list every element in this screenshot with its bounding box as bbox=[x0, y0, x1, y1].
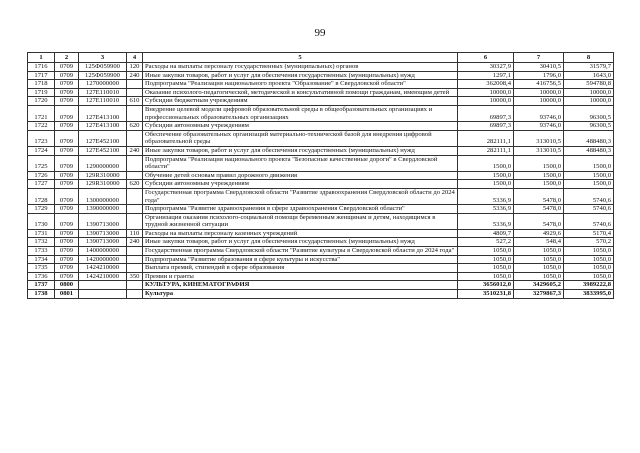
row-number: 1737 bbox=[28, 281, 55, 290]
row-number: 1717 bbox=[28, 71, 55, 80]
amount-year-1: 5336,9 bbox=[458, 213, 514, 229]
target-article-code: 1400000000 bbox=[79, 247, 127, 256]
table-row bbox=[28, 272, 614, 281]
target-article-code: 1390713000 bbox=[79, 238, 127, 247]
expense-type-code: 620 bbox=[127, 180, 143, 189]
table-row bbox=[28, 264, 614, 273]
item-name: Иные закупки товаров, работ и услуг для обеспечения государственных (муниципальных) нужд bbox=[143, 238, 458, 247]
amount-year-3: 5740,6 bbox=[564, 213, 614, 229]
amount-year-1: 3656012,0 bbox=[458, 281, 514, 290]
row-number: 1726 bbox=[28, 171, 55, 180]
row-number: 1732 bbox=[28, 238, 55, 247]
amount-year-2: 1500,0 bbox=[514, 180, 564, 189]
expense-type-code bbox=[127, 205, 143, 214]
header-cell: 5 bbox=[143, 53, 458, 63]
item-name: Государственная программа Свердловской области "Развитие здравоохранения Свердловской области до 2024 года" bbox=[143, 188, 458, 204]
expense-type-code: 610 bbox=[127, 97, 143, 106]
expense-type-code: 110 bbox=[127, 229, 143, 238]
row-number: 1724 bbox=[28, 146, 55, 155]
section-code: 0709 bbox=[55, 205, 79, 214]
section-code: 0709 bbox=[55, 97, 79, 106]
amount-year-1: 1297,1 bbox=[458, 71, 514, 80]
target-article-code: 1424210000 bbox=[79, 272, 127, 281]
row-number: 1729 bbox=[28, 205, 55, 214]
target-article-code: 127E413100 bbox=[79, 105, 127, 121]
expense-type-code bbox=[127, 213, 143, 229]
amount-year-1: 69897,3 bbox=[458, 105, 514, 121]
amount-year-1: 282111,1 bbox=[458, 146, 514, 155]
section-code: 0709 bbox=[55, 80, 79, 89]
amount-year-3: 1643,0 bbox=[564, 71, 614, 80]
amount-year-2: 3429605,2 bbox=[514, 281, 564, 290]
amount-year-1: 282111,1 bbox=[458, 130, 514, 146]
section-code: 0709 bbox=[55, 171, 79, 180]
section-code: 0709 bbox=[55, 272, 79, 281]
row-number: 1735 bbox=[28, 264, 55, 273]
section-code: 0709 bbox=[55, 229, 79, 238]
table-row bbox=[28, 247, 614, 256]
expense-type-code bbox=[127, 171, 143, 180]
target-article-code: 1300000000 bbox=[79, 188, 127, 204]
header-cell: 8 bbox=[564, 53, 614, 63]
expense-type-code bbox=[127, 188, 143, 204]
amount-year-2: 10000,0 bbox=[514, 88, 564, 97]
expense-type-code: 240 bbox=[127, 146, 143, 155]
expense-type-code bbox=[127, 264, 143, 273]
table-row bbox=[28, 171, 614, 180]
row-number: 1723 bbox=[28, 130, 55, 146]
table-row bbox=[28, 180, 614, 189]
target-article-code: 1270000000 bbox=[79, 80, 127, 89]
amount-year-2: 5478,0 bbox=[514, 213, 564, 229]
row-number: 1736 bbox=[28, 272, 55, 281]
amount-year-2: 313010,5 bbox=[514, 130, 564, 146]
amount-year-3: 1500,0 bbox=[564, 180, 614, 189]
amount-year-2: 3279867,3 bbox=[514, 290, 564, 299]
section-code: 0709 bbox=[55, 180, 79, 189]
amount-year-2: 5478,0 bbox=[514, 205, 564, 214]
item-name: Премии и гранты bbox=[143, 272, 458, 281]
table-row bbox=[28, 88, 614, 97]
amount-year-1: 3510231,8 bbox=[458, 290, 514, 299]
amount-year-2: 93746,0 bbox=[514, 105, 564, 121]
page-number: 99 bbox=[314, 27, 326, 39]
amount-year-1: 1050,0 bbox=[458, 255, 514, 264]
row-number: 1718 bbox=[28, 80, 55, 89]
item-name: Подпрограмма "Развитие образования в сфере культуры и искусства" bbox=[143, 255, 458, 264]
expense-type-code bbox=[127, 130, 143, 146]
amount-year-3: 594780,8 bbox=[564, 80, 614, 89]
header-cell: 3 bbox=[79, 53, 127, 63]
expense-type-code: 240 bbox=[127, 238, 143, 247]
header-row bbox=[28, 53, 614, 63]
item-name: Иные закупки товаров, работ и услуг для обеспечения государственных (муниципальных) нужд bbox=[143, 71, 458, 80]
amount-year-2: 5478,0 bbox=[514, 188, 564, 204]
amount-year-1: 527,2 bbox=[458, 238, 514, 247]
header-cell: 7 bbox=[514, 53, 564, 63]
target-article-code: 125Ф059900 bbox=[79, 63, 127, 72]
table-row bbox=[28, 238, 614, 247]
amount-year-2: 313010,5 bbox=[514, 146, 564, 155]
row-number: 1719 bbox=[28, 88, 55, 97]
section-code: 0709 bbox=[55, 213, 79, 229]
amount-year-2: 1500,0 bbox=[514, 155, 564, 171]
amount-year-2: 1500,0 bbox=[514, 171, 564, 180]
amount-year-2: 416756,5 bbox=[514, 80, 564, 89]
item-name: Расходы на выплаты персоналу казенных учреждений bbox=[143, 229, 458, 238]
target-article-code bbox=[79, 281, 127, 290]
target-article-code: 1390713000 bbox=[79, 229, 127, 238]
table-row bbox=[28, 205, 614, 214]
table-row bbox=[28, 146, 614, 155]
amount-year-3: 570,2 bbox=[564, 238, 614, 247]
section-code: 0709 bbox=[55, 88, 79, 97]
amount-year-1: 1050,0 bbox=[458, 264, 514, 273]
table-row bbox=[28, 130, 614, 146]
target-article-code: 127E110010 bbox=[79, 97, 127, 106]
amount-year-3: 96300,5 bbox=[564, 122, 614, 131]
item-name: Государственная программа Свердловской области "Развитие культуры в Свердловской области до 2024 года" bbox=[143, 247, 458, 256]
amount-year-2: 1796,0 bbox=[514, 71, 564, 80]
item-name: КУЛЬТУРА, КИНЕМАТОГРАФИЯ bbox=[143, 281, 458, 290]
amount-year-1: 1500,0 bbox=[458, 155, 514, 171]
amount-year-2: 10000,0 bbox=[514, 97, 564, 106]
row-number: 1734 bbox=[28, 255, 55, 264]
target-article-code: 127E413100 bbox=[79, 122, 127, 131]
section-code: 0709 bbox=[55, 238, 79, 247]
section-code: 0709 bbox=[55, 264, 79, 273]
row-number: 1722 bbox=[28, 122, 55, 131]
section-code: 0801 bbox=[55, 290, 79, 299]
expense-type-code bbox=[127, 290, 143, 299]
amount-year-3: 488480,3 bbox=[564, 146, 614, 155]
target-article-code: 1390713000 bbox=[79, 213, 127, 229]
table-row bbox=[28, 255, 614, 264]
amount-year-3: 5740,6 bbox=[564, 205, 614, 214]
amount-year-3: 1050,0 bbox=[564, 264, 614, 273]
header-cell: 1 bbox=[28, 53, 55, 63]
row-number: 1730 bbox=[28, 213, 55, 229]
row-number: 1728 bbox=[28, 188, 55, 204]
amount-year-1: 362008,4 bbox=[458, 80, 514, 89]
item-name: Субсидии бюджетным учреждениям bbox=[143, 97, 458, 106]
section-code: 0800 bbox=[55, 281, 79, 290]
expense-type-code: 240 bbox=[127, 71, 143, 80]
amount-year-2: 1050,0 bbox=[514, 264, 564, 273]
amount-year-2: 30410,5 bbox=[514, 63, 564, 72]
expense-type-code bbox=[127, 155, 143, 171]
expense-type-code bbox=[127, 88, 143, 97]
section-code: 0709 bbox=[55, 188, 79, 204]
item-name: Выплата премий, стипендий в сфере образования bbox=[143, 264, 458, 273]
section-code: 0709 bbox=[55, 63, 79, 72]
row-number: 1731 bbox=[28, 229, 55, 238]
table-row bbox=[28, 213, 614, 229]
amount-year-2: 1050,0 bbox=[514, 247, 564, 256]
table-row bbox=[28, 122, 614, 131]
amount-year-1: 1500,0 bbox=[458, 180, 514, 189]
table-row bbox=[28, 63, 614, 72]
target-article-code bbox=[79, 290, 127, 299]
target-article-code: 127E452100 bbox=[79, 146, 127, 155]
row-number: 1727 bbox=[28, 180, 55, 189]
amount-year-1: 4809,7 bbox=[458, 229, 514, 238]
item-name: Подпрограмма "Реализация национального проекта "Образование" в Свердловской области" bbox=[143, 80, 458, 89]
header-cell: 6 bbox=[458, 53, 514, 63]
amount-year-1: 10000,0 bbox=[458, 88, 514, 97]
row-number: 1738 bbox=[28, 290, 55, 299]
row-number: 1725 bbox=[28, 155, 55, 171]
amount-year-1: 1500,0 bbox=[458, 171, 514, 180]
amount-year-2: 548,4 bbox=[514, 238, 564, 247]
section-code: 0709 bbox=[55, 71, 79, 80]
amount-year-3: 10000,0 bbox=[564, 88, 614, 97]
table-row bbox=[28, 229, 614, 238]
amount-year-3: 5740,6 bbox=[564, 188, 614, 204]
table-row bbox=[28, 290, 614, 299]
expense-type-code bbox=[127, 80, 143, 89]
section-code: 0709 bbox=[55, 105, 79, 121]
expense-type-code bbox=[127, 281, 143, 290]
section-code: 0709 bbox=[55, 155, 79, 171]
item-name: Подпрограмма "Развитие здравоохранения в сфере здравоохранения Свердловской области" bbox=[143, 205, 458, 214]
item-name: Обучение детей основам правил дорожного движения bbox=[143, 171, 458, 180]
item-name: Расходы на выплаты персоналу государственных (муниципальных) органов bbox=[143, 63, 458, 72]
expense-type-code bbox=[127, 105, 143, 121]
amount-year-3: 1050,0 bbox=[564, 247, 614, 256]
target-article-code: 127E452100 bbox=[79, 130, 127, 146]
item-name: Подпрограмма "Реализация национального проекта "Безопасные качественные дороги" в Свердловской области" bbox=[143, 155, 458, 171]
amount-year-1: 5336,9 bbox=[458, 205, 514, 214]
amount-year-3: 1500,0 bbox=[564, 155, 614, 171]
budget-table bbox=[27, 52, 614, 299]
amount-year-3: 1050,0 bbox=[564, 255, 614, 264]
item-name: Обеспечение образовательных организаций материально-технической базой для внедрения цифровой образовательной среды bbox=[143, 130, 458, 146]
expense-type-code bbox=[127, 255, 143, 264]
amount-year-1: 5336,9 bbox=[458, 188, 514, 204]
target-article-code: 129R310000 bbox=[79, 180, 127, 189]
header-cell: 4 bbox=[127, 53, 143, 63]
item-name: Оказание психолого-педагогической, методической и консультативной помощи гражданам, имеющим детей bbox=[143, 88, 458, 97]
table-row bbox=[28, 281, 614, 290]
item-name: Внедрение целевой модели цифровой образовательной среды в общеобразовательных организациях и профессиональных образовательных организациях bbox=[143, 105, 458, 121]
target-article-code: 1290000000 bbox=[79, 155, 127, 171]
row-number: 1733 bbox=[28, 247, 55, 256]
target-article-code: 1424210000 bbox=[79, 264, 127, 273]
amount-year-3: 1500,0 bbox=[564, 171, 614, 180]
amount-year-2: 1050,0 bbox=[514, 255, 564, 264]
amount-year-3: 488480,3 bbox=[564, 130, 614, 146]
target-article-code: 129R310000 bbox=[79, 171, 127, 180]
target-article-code: 1420000000 bbox=[79, 255, 127, 264]
amount-year-2: 4929,6 bbox=[514, 229, 564, 238]
expense-type-code: 620 bbox=[127, 122, 143, 131]
section-code: 0709 bbox=[55, 255, 79, 264]
amount-year-1: 69897,3 bbox=[458, 122, 514, 131]
expense-type-code: 120 bbox=[127, 63, 143, 72]
target-article-code: 125Ф059900 bbox=[79, 71, 127, 80]
row-number: 1721 bbox=[28, 105, 55, 121]
section-code: 0709 bbox=[55, 146, 79, 155]
amount-year-3: 1050,0 bbox=[564, 272, 614, 281]
amount-year-3: 96300,5 bbox=[564, 105, 614, 121]
amount-year-3: 10000,0 bbox=[564, 97, 614, 106]
amount-year-1: 30327,9 bbox=[458, 63, 514, 72]
item-name: Субсидии автономным учреждениям bbox=[143, 122, 458, 131]
row-number: 1716 bbox=[28, 63, 55, 72]
amount-year-1: 1050,0 bbox=[458, 272, 514, 281]
header-cell: 2 bbox=[55, 53, 79, 63]
table-row bbox=[28, 97, 614, 106]
amount-year-3: 31579,7 bbox=[564, 63, 614, 72]
section-code: 0709 bbox=[55, 130, 79, 146]
amount-year-3: 3833995,0 bbox=[564, 290, 614, 299]
target-article-code: 1390000000 bbox=[79, 205, 127, 214]
item-name: Иные закупки товаров, работ и услуг для обеспечения государственных (муниципальных) нужд bbox=[143, 146, 458, 155]
expense-type-code bbox=[127, 247, 143, 256]
amount-year-1: 10000,0 bbox=[458, 97, 514, 106]
item-name: Субсидии автономным учреждениям bbox=[143, 180, 458, 189]
amount-year-2: 1050,0 bbox=[514, 272, 564, 281]
amount-year-3: 3989222,8 bbox=[564, 281, 614, 290]
table-row bbox=[28, 155, 614, 171]
table-row bbox=[28, 80, 614, 89]
amount-year-3: 5170,4 bbox=[564, 229, 614, 238]
section-code: 0709 bbox=[55, 122, 79, 131]
expense-type-code: 350 bbox=[127, 272, 143, 281]
table-row bbox=[28, 71, 614, 80]
amount-year-2: 93746,0 bbox=[514, 122, 564, 131]
amount-year-1: 1050,0 bbox=[458, 247, 514, 256]
table-row bbox=[28, 188, 614, 204]
row-number: 1720 bbox=[28, 97, 55, 106]
section-code: 0709 bbox=[55, 247, 79, 256]
item-name: Культура bbox=[143, 290, 458, 299]
item-name: Организация оказания психолого-социальной помощи беременным женщинам и детям, находящимся в трудной жизненной ситуации bbox=[143, 213, 458, 229]
table-row bbox=[28, 105, 614, 121]
target-article-code: 127E110010 bbox=[79, 88, 127, 97]
